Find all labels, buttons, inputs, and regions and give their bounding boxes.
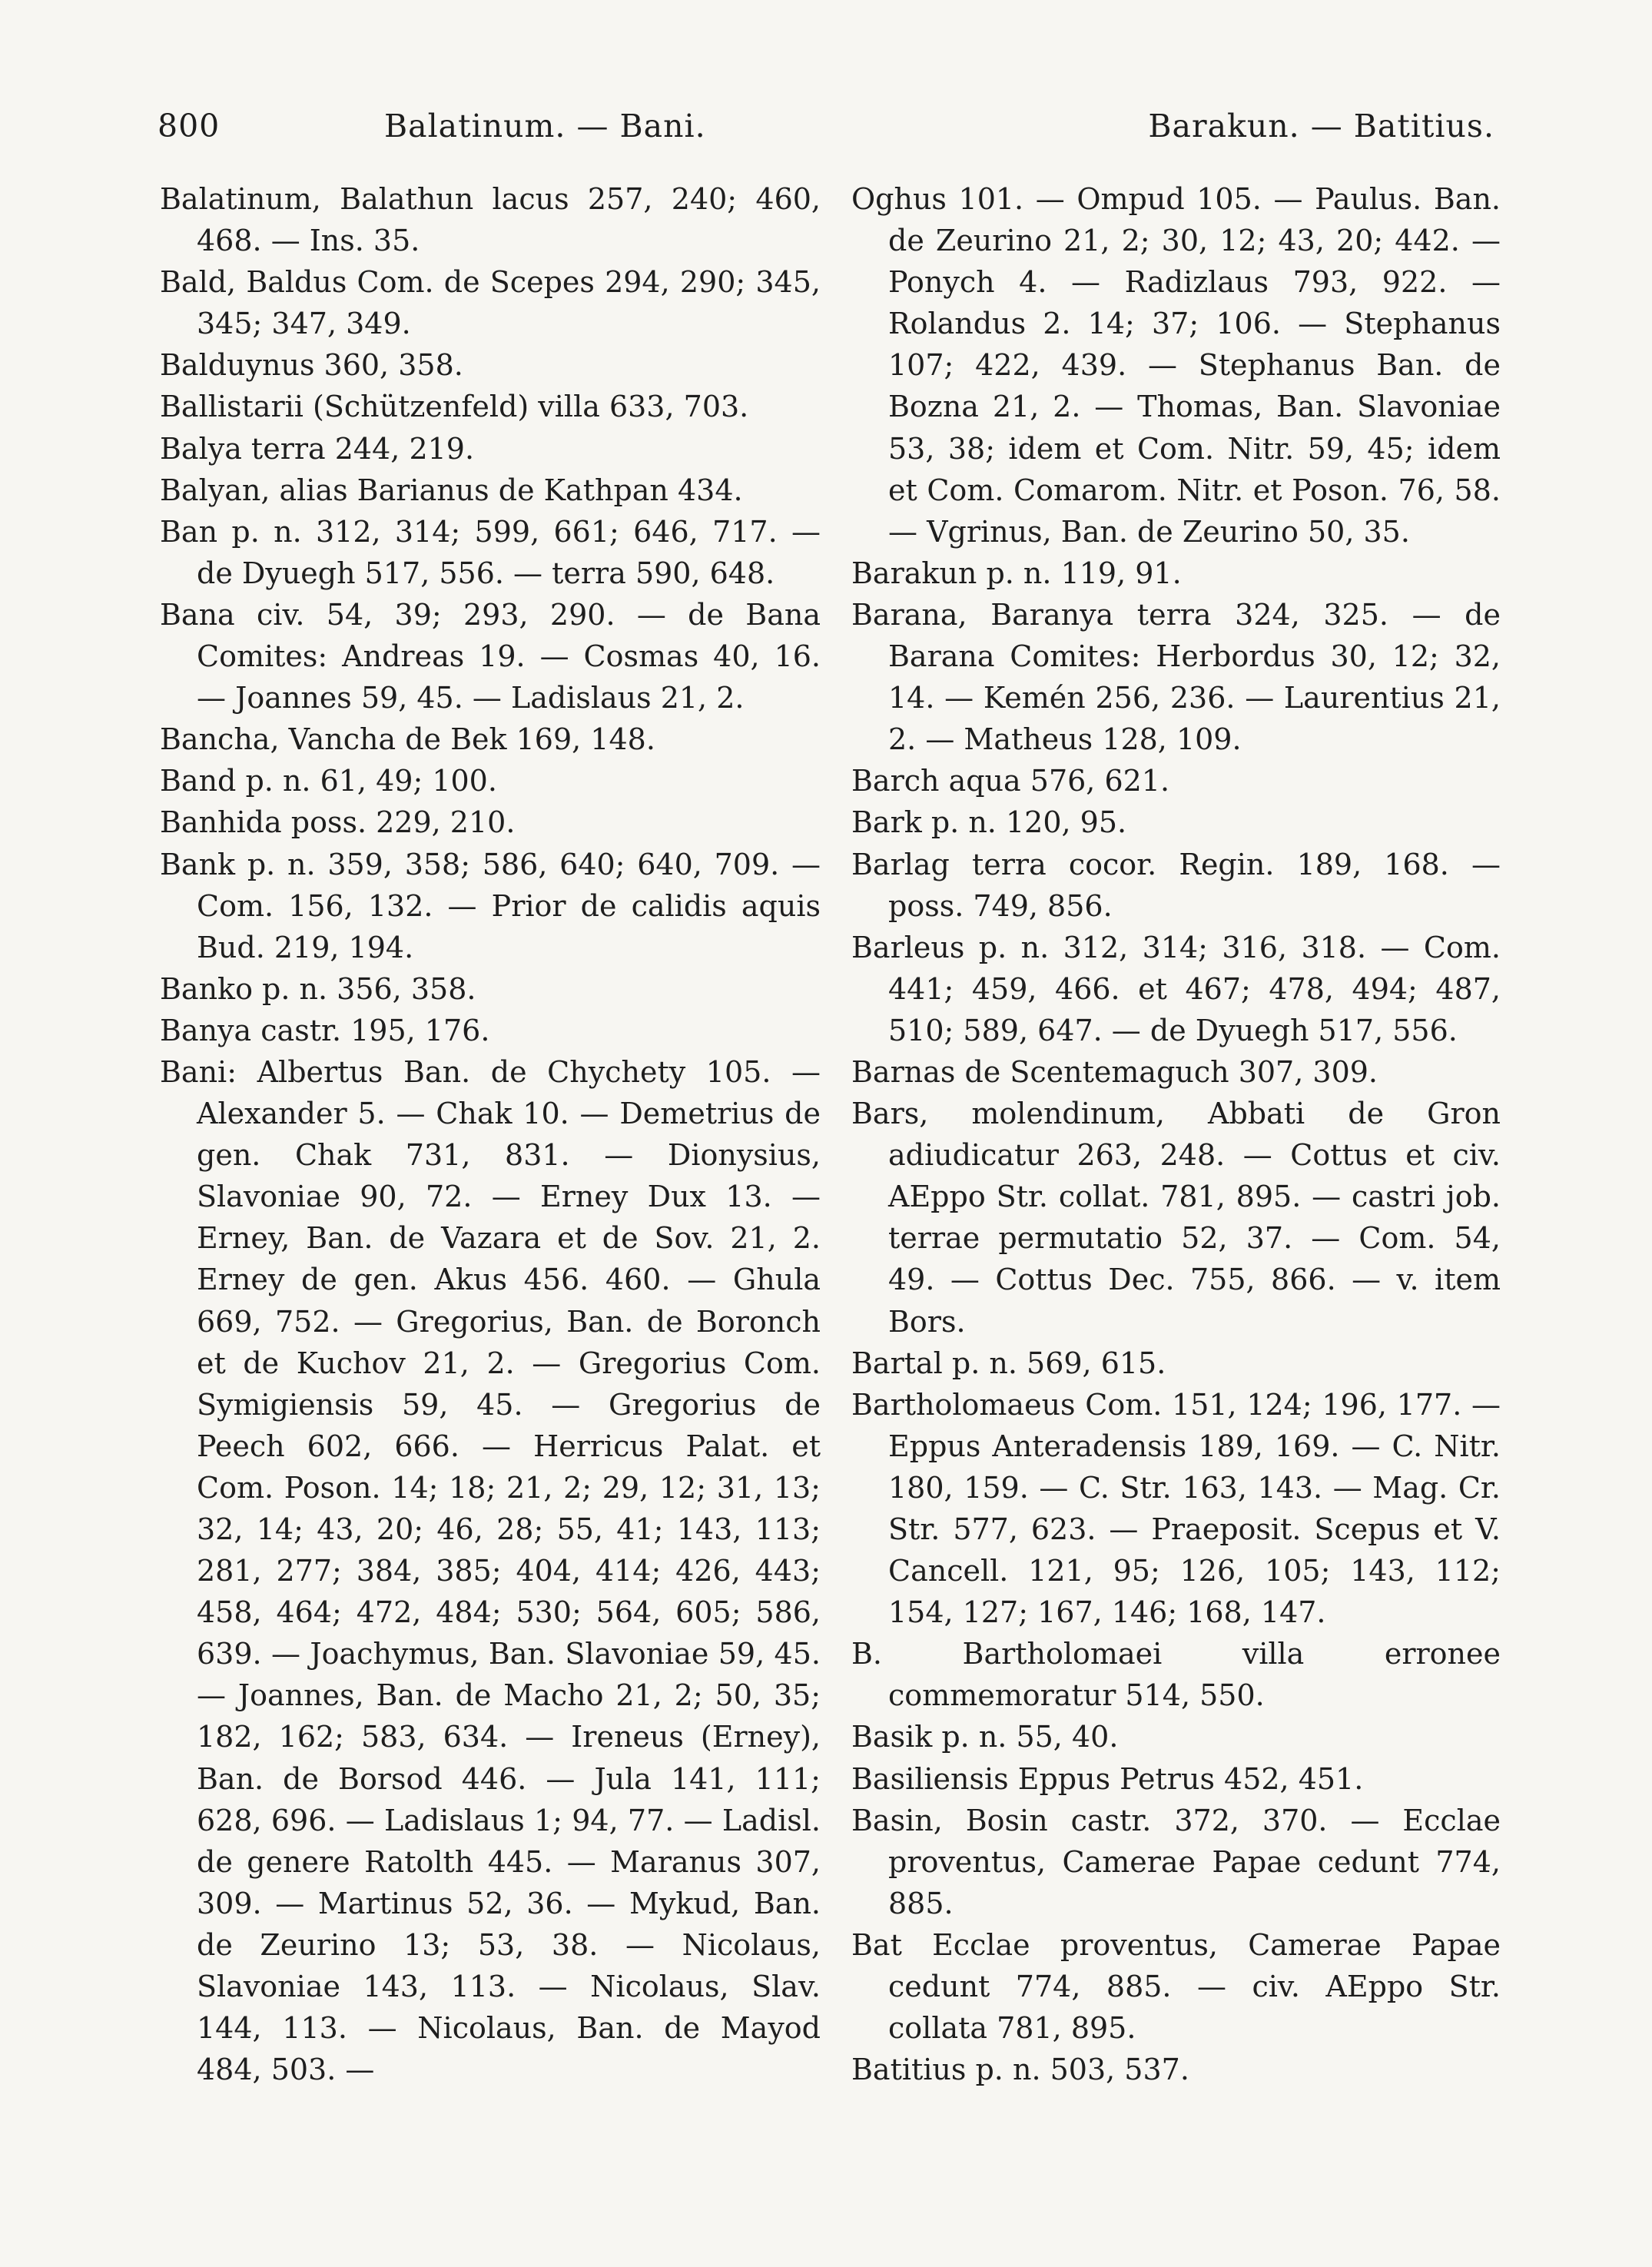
index-entry: Bars, molendinum, Abbati de Gron adiudicatur 263, 248. — Cottus et civ. AEppo Str. collat. 781, 895. — castri job. terrae permutatio 52, 37. — Com. 54, 49. — Cottus Dec. 755, 866. — v. item Bors. (851, 1097, 1501, 1339)
index-entry: Basiliensis Eppus Petrus 452, 451. (851, 1761, 1364, 1796)
index-entry: Batitius p. n. 503, 537. (851, 2053, 1189, 2087)
index-entry: Basik p. n. 55, 40. (851, 1720, 1119, 1754)
index-entry: Banhida poss. 229, 210. (160, 805, 516, 840)
index-entry: Basin, Bosin castr. 372, 370. — Ecclae proventus, Camerae Papae cedunt 774, 885. (851, 1803, 1501, 1920)
index-entry: Bark p. n. 120, 95. (851, 805, 1127, 840)
index-entry: Barleus p. n. 312, 314; 316, 318. — Com. 441; 459, 466. et 467; 478, 494; 487, 510; 589, 647. — de Dyuegh 517, 556. (851, 930, 1501, 1047)
index-entry: Balya terra 244, 219. (160, 431, 475, 466)
index-entry: Bald, Baldus Com. de Scepes 294, 290; 345, 345; 347, 349. (160, 265, 821, 341)
index-entry: Bana civ. 54, 39; 293, 290. — de Bana Comites: Andreas 19. — Cosmas 40, 16. — Joannes 59, 45. — Ladislaus 21, 2. (160, 597, 821, 715)
index-entry: Bartal p. n. 569, 615. (851, 1346, 1166, 1380)
index-entry: Barlag terra cocor. Regin. 189, 168. — poss. 749, 856. (851, 847, 1501, 923)
index-entry: Band p. n. 61, 49; 100. (160, 764, 497, 798)
right-running-title: Barakun. — Batitius. (1148, 108, 1494, 144)
index-entry: Barnas de Scentemaguch 307, 309. (851, 1054, 1378, 1089)
left-column (160, 178, 821, 2090)
index-entry: Banya castr. 195, 176. (160, 1013, 490, 1047)
index-entry: Barch aqua 576, 621. (851, 764, 1170, 798)
left-running-title: Balatinum. — Bani. (384, 108, 706, 144)
index-entry: Bartholomaeus Com. 151, 124; 196, 177. — Eppus Anteradensis 189, 169. — C. Nitr. 180, 159. — C. Str. 163, 143. — Mag. Cr. Str. 577, 623. — Praeposit. Scepus et V. Cancell. 121, 95; 126, 105; 143, 112; 154, 127; 167, 146; 168, 147. (851, 1387, 1501, 1630)
index-entry: Barakun p. n. 119, 91. (851, 556, 1182, 590)
index-entry: Bani: Albertus Ban. de Chychety 105. — Alexander 5. — Chak 10. — Demetrius de gen. Chak 731, 831. — Dionysius, Slavoniae 90, 72. — Erney Dux 13. — Erney, Ban. de Vazara et de Sov. 21, 2. Erney de gen. Akus 456. 460. — Ghula 669, 752. — Gregorius, Ban. de Boronch et de Kuchov 21, 2. — Gregorius Com. Symigiensis 59, 45. — Gregorius de Peech 602, 666. — Herricus Palat. et Com. Poson. 14; 18; 21, 2; 29, 12; 31, 13; 32, 14; 43, 20; 46, 28; 55, 41; 143, 113; 281, 277; 384, 385; 404, 414; 426, 443; 458, 464; 472, 484; 530; 564, 605; 586, 639. — Joachymus, Ban. Slavoniae 59, 45. — Joannes, Ban. de Macho 21, 2; 50, 35; 182, 162; 583, 634. — Ireneus (Erney), Ban. de Borsod 446. — Jula 141, 111; 628, 696. — Ladislaus 1; 94, 77. — Ladisl. de genere Ratolth 445. — Maranus 307, 309. — Martinus 52, 36. — Mykud, Ban. de Zeurino 13; 53, 38. — Nicolaus, Slavoniae 143, 113. — Nicolaus, Slav. 144, 113. — Nicolaus, Ban. de Mayod 484, 503. — (160, 1054, 821, 2087)
index-entry: Balduynus 360, 358. (160, 348, 463, 383)
index-entry: Balatinum, Balathun lacus 257, 240; 460, 468. — Ins. 35. (160, 182, 821, 258)
index-entry: Bat Ecclae proventus, Camerae Papae cedunt 774, 885. — civ. AEppo Str. collata 781, 895. (851, 1927, 1501, 2046)
running-head (158, 108, 1494, 154)
index-entry: Ban p. n. 312, 314; 599, 661; 646, 717. — de Dyuegh 517, 556. — terra 590, 648. (160, 514, 821, 590)
index-entry: Bancha, Vancha de Bek 169, 148. (160, 722, 655, 757)
index-entry: Bank p. n. 359, 358; 586, 640; 640, 709. — Com. 156, 132. — Prior de calidis aquis Bud. 219, 194. (160, 847, 821, 964)
index-entry: Ballistarii (Schützenfeld) villa 633, 703. (160, 390, 749, 424)
index-entry: Balyan, alias Barianus de Kathpan 434. (160, 473, 743, 507)
right-column (851, 178, 1501, 2090)
page-number: 800 (158, 108, 221, 144)
index-entry-continued: Oghus 101. — Ompud 105. — Paulus. Ban. de Zeurino 21, 2; 30, 12; 43, 20; 442. — Ponych 4. — Radizlaus 793, 922. — Rolandus 2. 14; 37; 106. — Stephanus 107; 422, 439. — Stephanus Ban. de Bozna 21, 2. — Thomas, Ban. Slavoniae 53, 38; idem et Com. Nitr. 59, 45; idem et Com. Comarom. Nitr. et Poson. 76, 58. — Vgrinus, Ban. de Zeurino 50, 35. (851, 182, 1501, 549)
index-entry: Barana, Baranya terra 324, 325. — de Barana Comites: Herbordus 30, 12; 32, 14. — Kemén 256, 236. — Laurentius 21, 2. — Matheus 128, 109. (851, 597, 1501, 757)
index-entry: Banko p. n. 356, 358. (160, 971, 476, 1006)
index-entry: B. Bartholomaei villa erronee commemoratur 514, 550. (851, 1637, 1501, 1713)
